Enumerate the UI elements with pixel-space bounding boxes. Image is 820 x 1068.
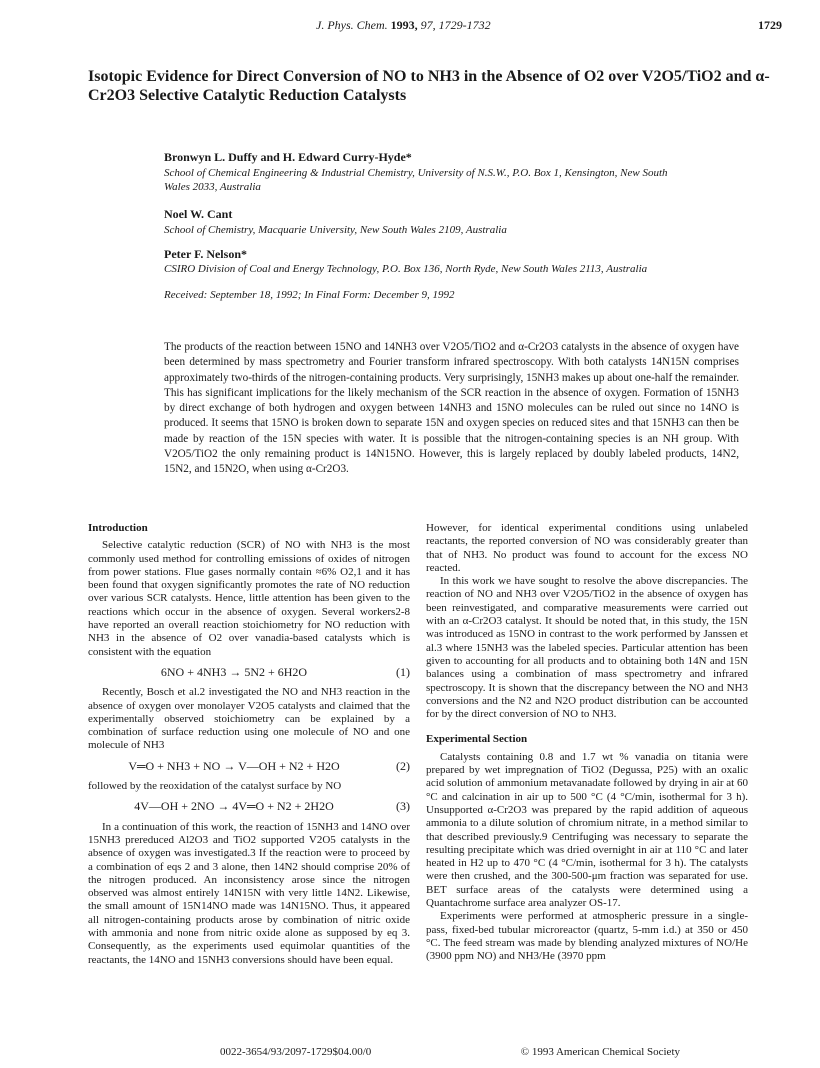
right-paragraph-2: In this work we have sought to resolve the above discrepancies. The reaction of NO and NH3 over V2O5/TiO2 in the absence of oxygen has been reinvestigated, and comparative measurements were carried out with an α-Cr2O3 catalyst. It should be noted that, in this study, the 15N was introduced as 15NO in contrast to the work performed by Janssen et al.3 where 15NH3 was the labeled species. Particular attention has been given to accounting for all products and to obtaining both 14N and 15N balances using a combination of mass spectrometry and infrared spectroscopy. It is shown that the discrepancy between the NO and NH3 conversions and the N2 and N2O product distribution can be accounted for by the direct conversion of NO to NH3. [426,575,748,721]
equation-1-number: (1) [396,664,410,679]
journal-volume-pages: 97, 1729-1732 [420,18,491,32]
right-paragraph-1: However, for identical experimental conditions using unlabeled reactants, the reported conversion of NO was considerably greater than that of NH3. No product was found to account for the excess NO reacted. [426,522,748,574]
abstract: The products of the reaction between 15NO and 14NH3 over V2O5/TiO2 and α-Cr2O3 catalysts in the absence of oxygen have been determined by mass spectrometry and Fourier transform infrared spectroscopy. With both catalysts 14N15N comprises approximately two-thirds of the nitrogen-containing products. Very surprisingly, 15NH3 makes up about one-half the remainder. This has significant implications for the likely mechanism of the SCR reaction in the absence of oxygen. Formation of 15NH3 by direct exchange of both hydrogen and oxygen between 14NH3 and 15NO molecules can be ruled out since no 14NO is produced. It seems that 15NO is broken down to separate 15N and oxygen species on reduced sites and that 15NH3 can then be made by reaction of the 15N species with water. It is possible that the nitrogen-containing species is an NH group. With V2O5/TiO2 the only remaining product is 14N15NO. However, this is largely replaced by doubly labeled products, 14N2, 15N2, and 15N2O, when using α-Cr2O3. [164,341,739,476]
equation-3-body: 4V—OH + 2NO → 4V═O + N2 + 2H2O [134,799,334,814]
journal-citation [316,18,491,33]
experimental-paragraph-2: Experiments were performed at atmospheric pressure in a single-pass, fixed-bed tubular microreactor (quartz, 5-mm i.d.) at 350 or 450 °C. The feed stream was made by blending analyzed mixtures of NO/He (3900 ppm NO) and NH3/He (3970 ppm [426,910,748,963]
equation-2 [88,760,410,773]
author-3: Peter F. Nelson* [164,247,247,261]
page-footer [220,1046,680,1058]
article-code: 0022-3654/93/2097-1729$04.00/0 [220,1046,372,1058]
journal-name: J. Phys. Chem. [316,18,388,32]
author-2: Noel W. Cant [164,207,233,221]
right-column [426,522,748,964]
intro-paragraph-4: In a continuation of this work, the reaction of 15NH3 and 14NO over 15NH3 prereduced Al2O3 and TiO2 supported V2O5 catalysts in the absence of oxygen was investigated.3 If the reaction were to proceed by a combination of eqs 2 and 3 alone, then 14N2 should comprise 20% of the nitrogen produced. An inconsistency arose since the nitrogen observed was almost entirely 14N15N with very little 14N2. Likewise, the small amount of 15N14NO made was 14N15NO. Thus, it appeared all nitrogen-containing products arose by combination of nitric oxide with ammonia and none from nitric oxide alone as supposed by eq 3. Consequently, as the experiments used equimolar quantities of the reactants, the 14NO and 15NH3 conversions should have been equal. [88,820,410,966]
journal-year: 1993, [390,18,418,32]
copyright-notice: © 1993 American Chemical Society [520,1046,680,1058]
experimental-paragraph-1: Catalysts containing 0.8 and 1.7 wt % vanadia on titania were prepared by wet impregnation of TiO2 (Degussa, P25) with an oxalic acid solution of ammonium metavanadate followed by drying in air at 60 °C and calcination in air up to 500 °C (4 °C/min, isothermal for 3 h). Unsupported α-Cr2O3 was prepared by the rapid addition of aqueous ammonia to a dilute solution of chromium nitrate, in a method similar to that described previously.9 Centrifuging was necessary to separate the resulting precipitate which was dried overnight in air at 110 °C and later heated in H2 up to 470 °C (4 °C/min, isothermal for 3 h). The catalysts were then crushed, and the 300-500-μm fraction was separated for use. BET surface areas of the catalysts were determined using a Quantachrome surface area analyzer OS-17. [426,750,748,910]
intro-paragraph-1: Selective catalytic reduction (SCR) of NO with NH3 is the most commonly used method for controlling emissions of oxides of nitrogen from power stations. Flue gases normally contain ≈6% O2,1 and it has been found that oxygen significantly promotes the rate of NO reduction over various SCR catalysts. Hence, little attention has been given to the reactions which occur in the absence of oxygen. Several workers2-8 have reported an overall reaction stoichiometry for NO reduction with NH3 in the absence of O2 over vanadia-based catalysts which is consistent with the equation [88,539,410,658]
equation-3-number: (3) [396,799,410,814]
article-title: Isotopic Evidence for Direct Conversion of NO to NH3 in the Absence of O2 over V2O5/TiO2 and α-Cr2O3 Selective Catalytic Reduction Catalysts [88,68,770,104]
equation-1 [88,666,410,679]
introduction-heading: Introduction [88,522,148,534]
left-column [88,522,410,967]
equation-3 [88,800,410,813]
author-1: Bronwyn L. Duffy and H. Edward Curry-Hyde* [164,150,412,164]
intro-paragraph-2: Recently, Bosch et al.2 investigated the NO and NH3 reaction in the absence of oxygen over monolayer V2O5 catalysts and claimed that the experimentally observed stoichiometry can be explained by a combination of surface reduction using one molecule of NO and one molecule of NH3 [88,686,410,752]
affiliation-3: CSIRO Division of Coal and Energy Technology, P.O. Box 136, North Ryde, New South Wales 2113, Australia [164,263,648,275]
equation-2-body: V═O + NH3 + NO → V—OH + N2 + H2O [128,758,340,773]
received-dates: Received: September 18, 1992; In Final Form: December 9, 1992 [164,289,455,301]
equation-2-number: (2) [396,758,410,773]
intro-paragraph-3: followed by the reoxidation of the catalyst surface by NO [88,780,342,793]
page-number: 1729 [758,18,782,32]
experimental-heading: Experimental Section [426,733,528,746]
affiliation-1: School of Chemical Engineering & Industrial Chemistry, University of N.S.W., P.O. Box 1, Kensington, New South Wales 2033, Australia [164,167,668,193]
equation-1-body: 6NO + 4NH3 → 5N2 + 6H2O [160,664,308,679]
affiliation-2: School of Chemistry, Macquarie University, New South Wales 2109, Australia [164,224,507,236]
